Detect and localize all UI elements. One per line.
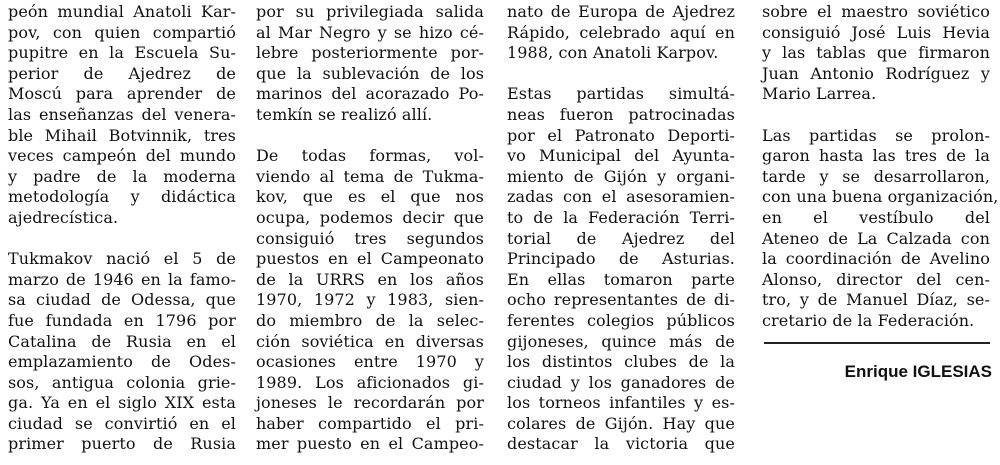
article-text-line: en el vestíbulo del bbox=[762, 207, 990, 227]
article-text-line: consiguió José Luis Hevia bbox=[762, 22, 990, 42]
article-text-line: ajedrecística. bbox=[8, 207, 119, 227]
article-text-line: metodología y didáctica bbox=[8, 187, 236, 207]
article-text-line: pov, con quien compartió bbox=[8, 22, 236, 42]
article-text-line: Mario Larrea. bbox=[762, 84, 877, 104]
article-text-line: ga. Ya en el siglo XIX esta bbox=[8, 393, 236, 413]
article-text-line: Alonso, director del cen- bbox=[762, 269, 990, 289]
article-text-line: ocupa, podemos decir que bbox=[256, 207, 484, 227]
article-text-line: emplazamiento de Odes- bbox=[8, 352, 236, 372]
article-text-line: pupitre en la Escuela Su- bbox=[8, 43, 236, 63]
article-text-line: Juan Antonio Rodríguez y bbox=[762, 63, 990, 83]
article-text-line: 1970, 1972 y 1983, sien- bbox=[256, 290, 484, 310]
article-text-line: De todas formas, vol- bbox=[256, 146, 484, 166]
article-text-line: marinos del acorazado Po- bbox=[256, 84, 484, 104]
article-text-line: Estas partidas simultá- bbox=[507, 84, 735, 104]
article-text-line: viendo al tema de Tukma- bbox=[256, 166, 484, 186]
article-text-line: miento de Gijón y organi- bbox=[507, 166, 735, 186]
article-text-line: la coordinación de Avelino bbox=[762, 249, 990, 269]
article-text-line: perior de Ajedrez de bbox=[8, 63, 236, 83]
article-text-line: En ellas tomaron parte bbox=[507, 269, 735, 289]
article-text-line: 1989. Los aficionados gi- bbox=[256, 372, 484, 392]
article-text-line: consiguió tres segundos bbox=[256, 228, 484, 248]
article-text-line: Ateneo de La Calzada con bbox=[762, 228, 990, 248]
article-text-line: to de la Federación Terri- bbox=[507, 207, 735, 227]
article-text-line: haber compartido el pri- bbox=[256, 413, 484, 433]
article-text-line: las enseñanzas del venera- bbox=[8, 104, 236, 124]
article-text-line: destacar la victoria que bbox=[507, 434, 735, 454]
article-column-1 bbox=[8, 2, 236, 455]
article-text-line: colares de Gijón. Hay que bbox=[507, 413, 735, 433]
article-text-line: temkín se realizó allí. bbox=[256, 104, 433, 124]
article-column-4 bbox=[762, 2, 999, 332]
article-text-line: mer puesto en el Campeo- bbox=[256, 434, 484, 454]
article-text-line: kov, que es el que nos bbox=[256, 187, 484, 207]
article-text-line: sos, antigua colonia grie- bbox=[8, 372, 236, 392]
article-column-2 bbox=[256, 2, 484, 455]
article-text-line: nato de Europa de Ajedrez bbox=[507, 2, 735, 21]
article-text-line: tro, y de Manuel Díaz, se- bbox=[762, 290, 990, 310]
article-text-line: peón mundial Anatoli Kar- bbox=[8, 2, 236, 21]
article-text-line: Las partidas se prolon- bbox=[762, 125, 990, 145]
article-text-line: garon hasta las tres de la bbox=[762, 146, 990, 166]
article-text-line: primer puerto de Rusia bbox=[8, 434, 236, 454]
article-text-line: sa ciudad de Odessa, que bbox=[8, 290, 236, 310]
article-text-line: con una buena organización, bbox=[762, 187, 999, 207]
article-text-line: veces campeón del mundo bbox=[8, 146, 236, 166]
article-text-line: 1988, con Anatoli Karpov. bbox=[507, 43, 719, 63]
article-text-line: Rápido, celebrado aquí en bbox=[507, 22, 735, 42]
article-text-line: fue fundada en 1796 por bbox=[8, 310, 236, 330]
article-text-line: Moscú para aprender de bbox=[8, 84, 236, 104]
article-text-line: neas fueron patrocinadas bbox=[507, 104, 735, 124]
article-text-line: ocasiones entre 1970 y bbox=[256, 352, 484, 372]
article-text-line: los torneos infantiles y es- bbox=[507, 393, 735, 413]
byline-divider bbox=[764, 342, 990, 344]
article-column-3 bbox=[507, 2, 735, 455]
article-text-line: cretario de la Federación. bbox=[762, 310, 975, 330]
article-text-line: ble Mihail Botvinnik, tres bbox=[8, 125, 236, 145]
article-text-line: do miembro de la selec- bbox=[256, 310, 484, 330]
article-text-line: joneses le recordarán por bbox=[256, 393, 484, 413]
article-text-line: Principado de Asturias. bbox=[507, 249, 735, 269]
paragraph-gap bbox=[507, 64, 735, 85]
article-text-line: ciudad y los ganadores de bbox=[507, 372, 735, 392]
article-text-line: Catalina de Rusia en el bbox=[8, 331, 236, 351]
article-text-line: vo Municipal del Ayunta- bbox=[507, 146, 735, 166]
article-text-line: por el Patronato Deporti- bbox=[507, 125, 735, 145]
article-text-line: ción soviética en diversas bbox=[256, 331, 484, 351]
article-text-line: al Mar Negro y se hizo cé- bbox=[256, 22, 484, 42]
article-text-line: por su privilegiada salida bbox=[256, 2, 484, 21]
author-byline: Enrique IGLESIAS bbox=[844, 362, 992, 381]
article-text-line: lebre posteriormente por- bbox=[256, 43, 484, 63]
article-text-line: los distintos clubes de la bbox=[507, 352, 735, 372]
article-text-line: de la URRS en los años bbox=[256, 269, 484, 289]
article-text-line: ciudad se convirtió en el bbox=[8, 413, 236, 433]
article-text-line: y padre de la moderna bbox=[8, 166, 236, 186]
article-text-line: gijoneses, quince más de bbox=[507, 331, 735, 351]
paragraph-gap bbox=[256, 126, 484, 147]
article-text-line: que la sublevación de los bbox=[256, 63, 484, 83]
article-text-line: torial de Ajedrez del bbox=[507, 228, 735, 248]
article-text-line: puestos en el Campeonato bbox=[256, 249, 484, 269]
article-text-line: marzo de 1946 en la famo- bbox=[8, 269, 236, 289]
article-text-line: tarde y se desarrollaron, bbox=[762, 166, 990, 186]
article-text-line: zadas con el asesoramien- bbox=[507, 187, 735, 207]
paragraph-gap bbox=[8, 229, 236, 250]
article-text-line: ocho representantes de di- bbox=[507, 290, 735, 310]
article-text-line: Tukmakov nació el 5 de bbox=[8, 249, 236, 269]
paragraph-gap bbox=[762, 105, 990, 126]
article-text-line: ferentes colegios públicos bbox=[507, 310, 735, 330]
article-text-line: y las tablas que firmaron bbox=[762, 43, 990, 63]
article-text-line: sobre el maestro soviético bbox=[762, 2, 990, 21]
